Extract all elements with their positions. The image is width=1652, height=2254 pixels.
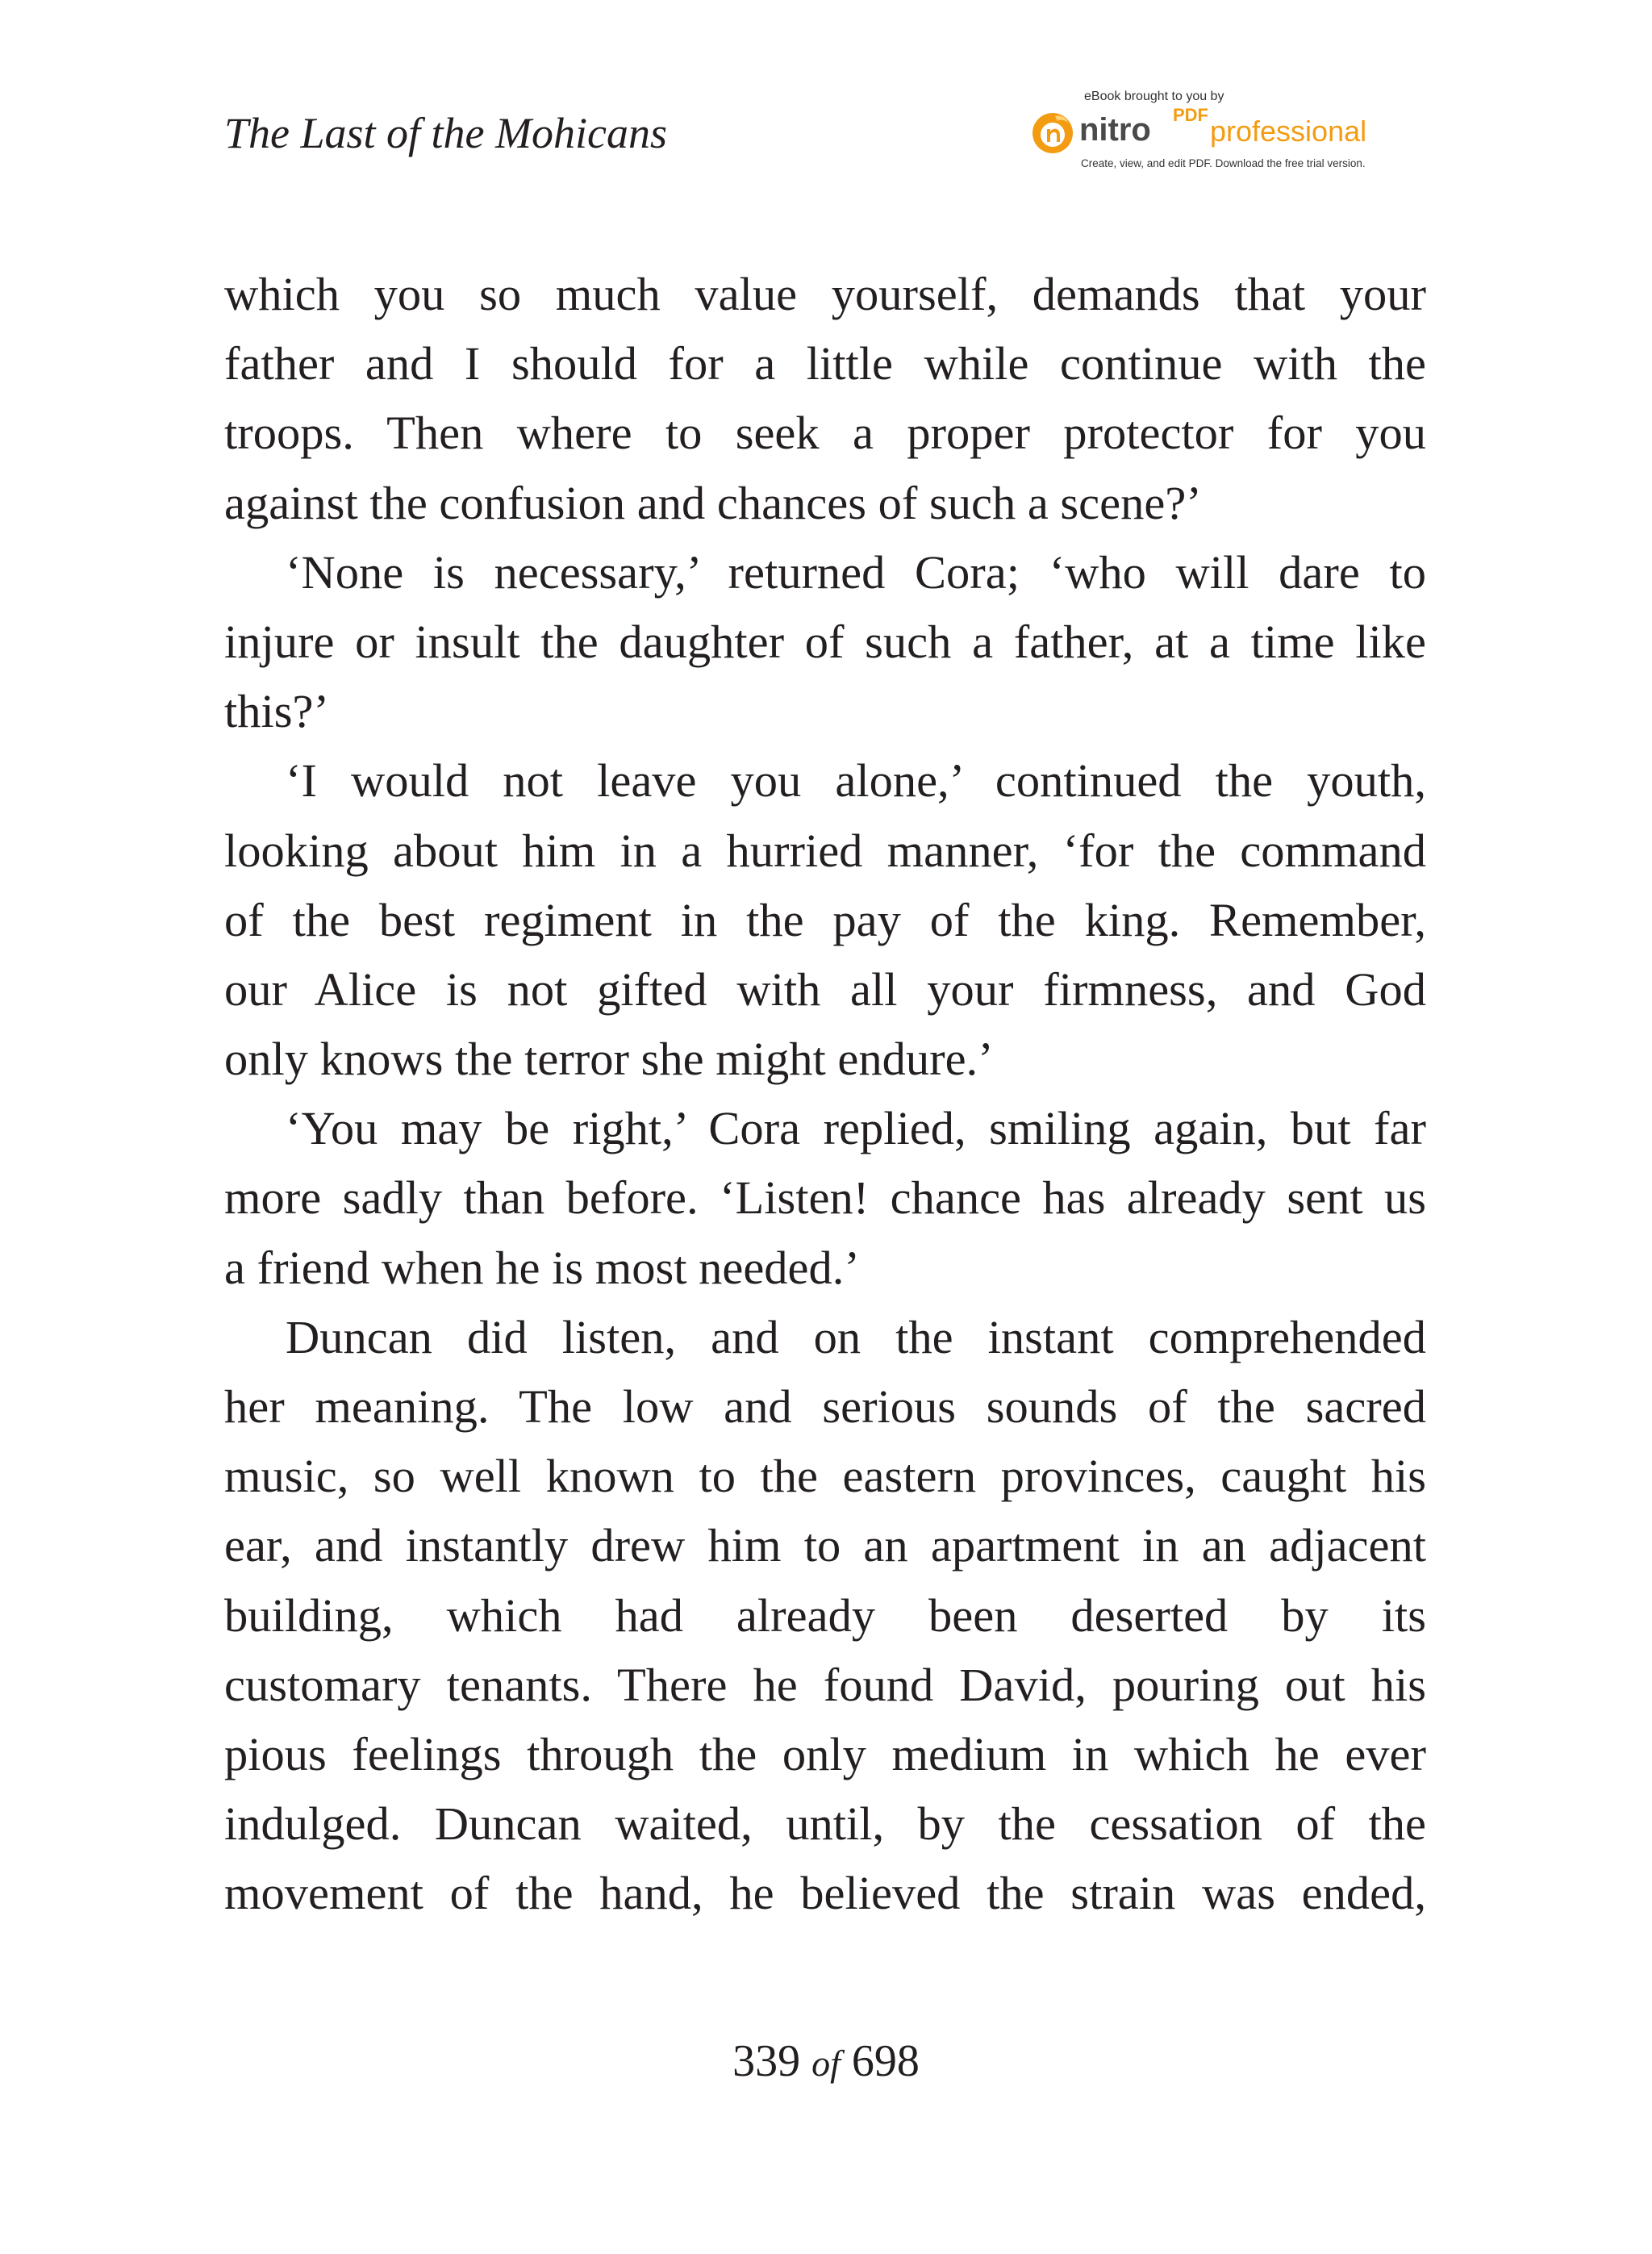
logo-top-text: eBook brought to you by: [1084, 90, 1224, 103]
page-total: 698: [851, 2036, 920, 2086]
text-line: her meaning. The low and serious sounds of the sacred: [224, 1380, 1426, 1433]
logo-brand-name: nitro: [1079, 112, 1151, 148]
page-current: 339: [732, 2036, 801, 2086]
page-header: [0, 0, 1652, 210]
text-line: music, so well known to the eastern provinces, caught his: [224, 1450, 1426, 1503]
nitro-n-icon: [1031, 111, 1074, 155]
text-line: looking about him in a hurried manner, ‘for the command: [224, 824, 1426, 877]
text-line: more sadly than before. ‘Listen! chance has already sent us: [224, 1171, 1426, 1225]
text-line: our Alice is not gifted with all your firmness, and God: [224, 962, 1426, 1016]
text-line: ear, and instantly drew him to an apartment in an adjacent: [224, 1519, 1426, 1572]
logo-tagline: Create, view, and edit PDF. Download the free trial version.: [1081, 157, 1366, 169]
logo-product-text: professional: [1210, 115, 1367, 148]
page-number: [0, 2033, 1652, 2092]
page-of: of: [811, 2043, 841, 2084]
running-title: The Last of the Mohicans: [224, 109, 667, 157]
text-line: pious feelings through the only medium in which he ever: [224, 1727, 1426, 1780]
text-line: a friend when he is most needed.’: [224, 1241, 860, 1294]
text-line: this?’: [224, 685, 329, 738]
text-line: ‘You may be right,’ Cora replied, smiling again, but far: [286, 1102, 1426, 1155]
text-line: against the confusion and chances of such a scene?’: [224, 476, 1202, 529]
text-line: movement of the hand, he believed the strain was ended,: [224, 1867, 1426, 1920]
text-line: father and I should for a little while continue with the: [224, 337, 1426, 390]
text-line: indulged. Duncan waited, until, by the cessation of the: [224, 1797, 1426, 1851]
text-line: which you so much value yourself, demands that your: [224, 268, 1426, 320]
text-line: ‘None is necessary,’ returned Cora; ‘who will dare to: [286, 545, 1426, 599]
logo-brand-superscript: PDF: [1173, 105, 1208, 125]
nitro-pdf-logo: [1031, 89, 1410, 173]
text-line: customary tenants. There he found David, pouring out his: [224, 1658, 1426, 1711]
body-text: [224, 260, 1426, 1929]
text-line: injure or insult the daughter of such a father, at a time like: [224, 615, 1426, 668]
text-line: Duncan did listen, and on the instant comprehended: [286, 1310, 1426, 1363]
text-line: of the best regiment in the pay of the king. Remember,: [224, 893, 1426, 946]
text-line: ‘I would not leave you alone,’ continued the youth,: [286, 754, 1426, 808]
text-line: building, which had already been deserted by its: [224, 1588, 1426, 1642]
text-line: only knows the terror she might endure.’: [224, 1033, 994, 1086]
text-line: troops. Then where to seek a proper protector for you: [224, 407, 1426, 460]
